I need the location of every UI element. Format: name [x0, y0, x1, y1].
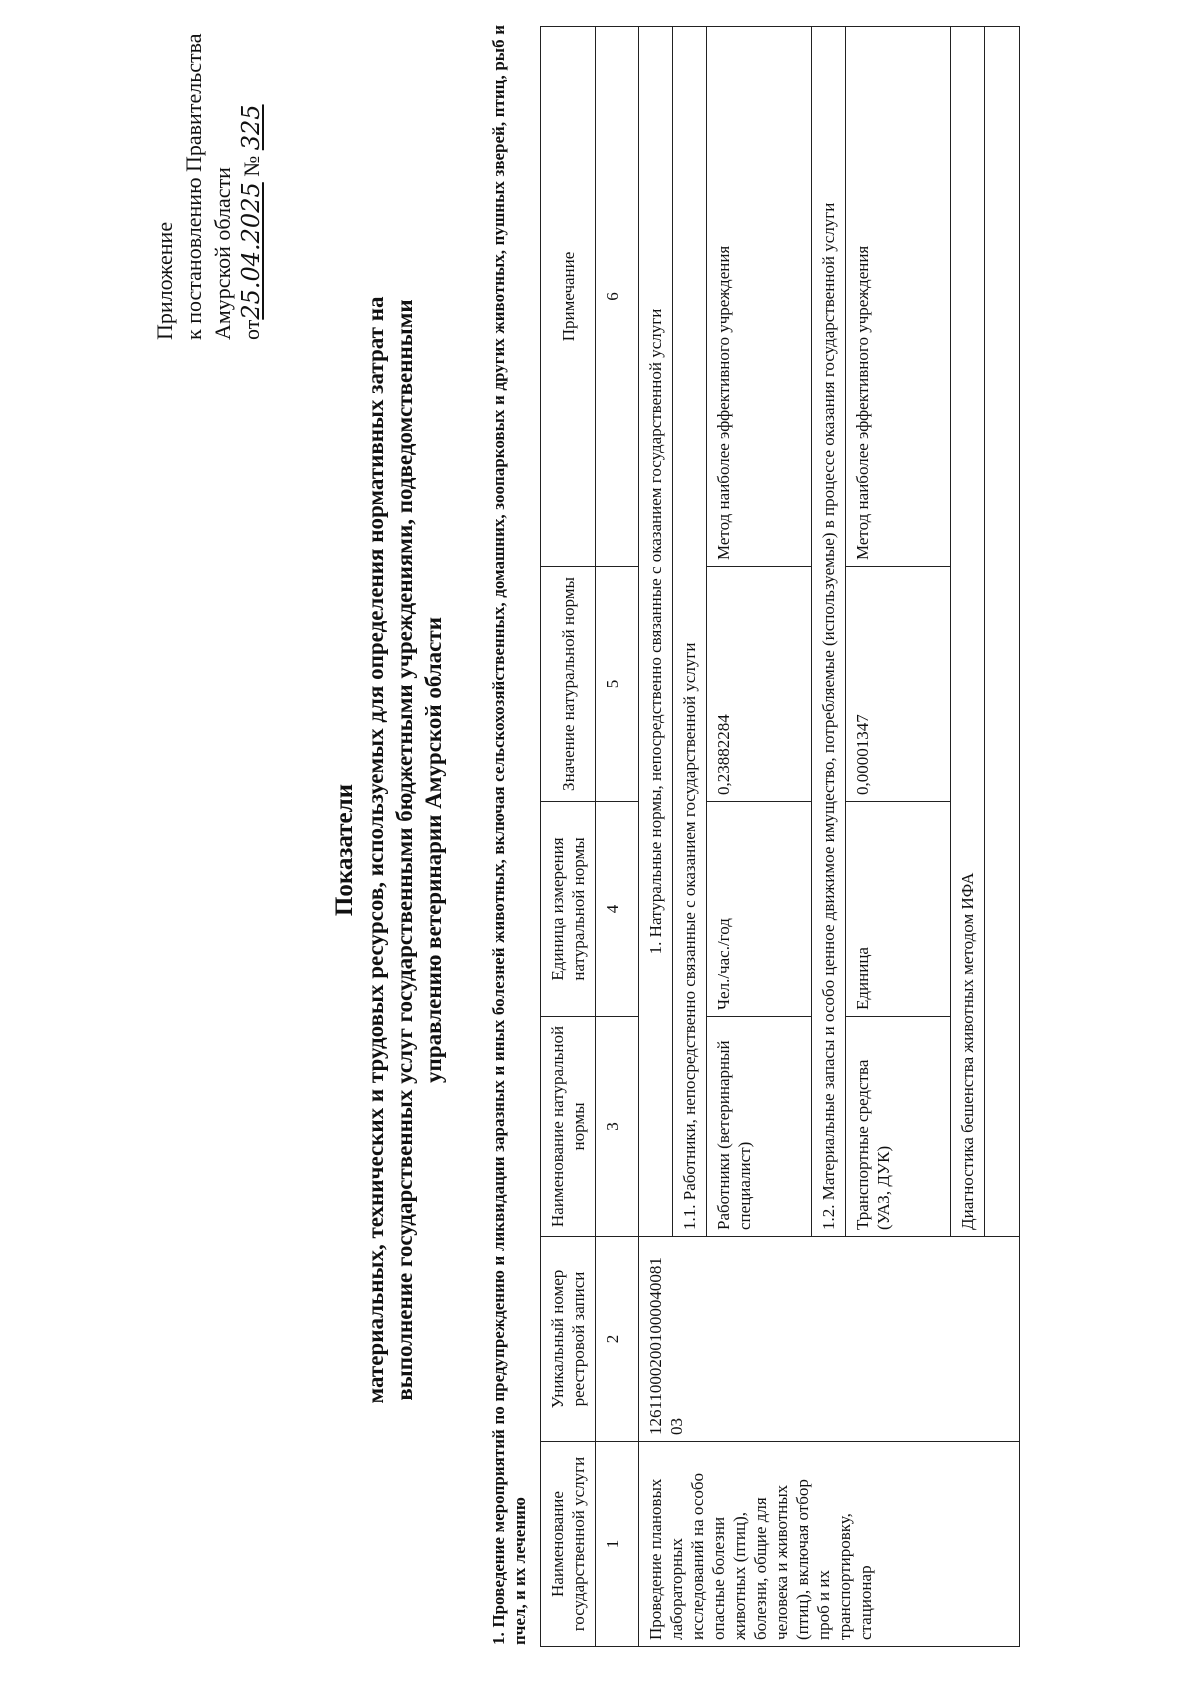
header-norm-unit: Единица измерения натуральной нормы: [541, 802, 596, 1017]
appendix-line-3: Амурской области: [210, 167, 235, 340]
appendix-from-label: от: [239, 319, 264, 340]
norm-unit-cell: Единица: [846, 802, 951, 1017]
col-number-5: 5: [596, 567, 639, 802]
table-row: [639, 27, 673, 1647]
norm-name-cell: Транспортные средства (УАЗ, ДУК): [846, 1017, 951, 1237]
service-name-cell: Проведение плановых лабораторных исследований на особо опасные болезни животных (птиц), болезни, общие для человека и животных (птиц), включая отбор проб и их транспортировку, стационар: [639, 1442, 1020, 1647]
appendix-line-1: Приложение: [152, 221, 177, 340]
norm-note-cell: Метод наиболее эффективного учреждения: [846, 27, 951, 567]
header-norm-name: Наименование натуральной нормы: [541, 1017, 596, 1237]
header-note: Примечание: [541, 27, 596, 567]
registry-number-cell: 126110002001000040081 03: [639, 1237, 1020, 1442]
header-registry-number: Уникальный номер реестровой записи: [541, 1237, 596, 1442]
title-line-3: управлению ветеринарии Амурской области: [421, 617, 446, 1083]
norm-value-cell: 0,00001347: [846, 567, 951, 802]
norms-table: [540, 26, 1020, 1647]
empty-cell: [985, 27, 1020, 1237]
col-number-1: 1: [596, 1442, 639, 1647]
document-title: [330, 115, 448, 1585]
norm-name-cell: Работники (ветеринарный специалист): [707, 1017, 812, 1237]
title-heading: Показатели: [331, 783, 358, 917]
col-number-4: 4: [596, 802, 639, 1017]
col-number-3: 3: [596, 1017, 639, 1237]
appendix-number-label: №: [239, 155, 264, 177]
section-heading: 1. Проведение мероприятий по предупреждению и ликвидации заразных и иных болезней животных, включая сельскохозяйственных, домашних, зоопарковых и других животных, пушных зверей, птиц, рыб и пчел, и их лечению: [489, 25, 529, 1645]
norm-unit-cell: Чел./час./год: [707, 802, 812, 1017]
table-number-row: [596, 27, 639, 1647]
appendix-line-2: к постановлению Правительства: [181, 33, 206, 340]
appendix-block: [150, 33, 266, 340]
table-header-row: [541, 27, 596, 1647]
section-1-cell: 1. Натуральные нормы, непосредственно связанные с оказанием государственной услуги: [639, 27, 673, 1237]
title-line-2: выполнение государственных услуг государственными бюджетными учреждениями, подведомственными: [392, 299, 417, 1401]
section-1-1-cell: 1.1. Работники, непосредственно связанные с оказанием государственной услуги: [673, 27, 707, 1237]
appendix-date-line: [237, 80, 266, 340]
col-number-2: 2: [596, 1237, 639, 1442]
norm-value-cell: 0,23882284: [707, 567, 812, 802]
col-number-6: 6: [596, 27, 639, 567]
header-norm-value: Значение натуральной нормы: [541, 567, 596, 802]
header-service-name: Наименование государственной услуги: [541, 1442, 596, 1647]
norm-note-cell: Метод наиболее эффективного учреждения: [707, 27, 812, 567]
title-line-1: материальных, технических и трудовых ресурсов, используемых для определения нормативных затрат на: [363, 296, 388, 1404]
appendix-date: 25.04.2025: [237, 182, 265, 320]
subsection-ifa-cell: Диагностика бешенства животных методом ИФА: [951, 27, 985, 1237]
section-1-2-cell: 1.2. Материальные запасы и особо ценное движимое имущество, потребляемые (используемые) в процессе оказания государственной услуги: [812, 27, 846, 1237]
appendix-number: 325: [237, 104, 265, 151]
